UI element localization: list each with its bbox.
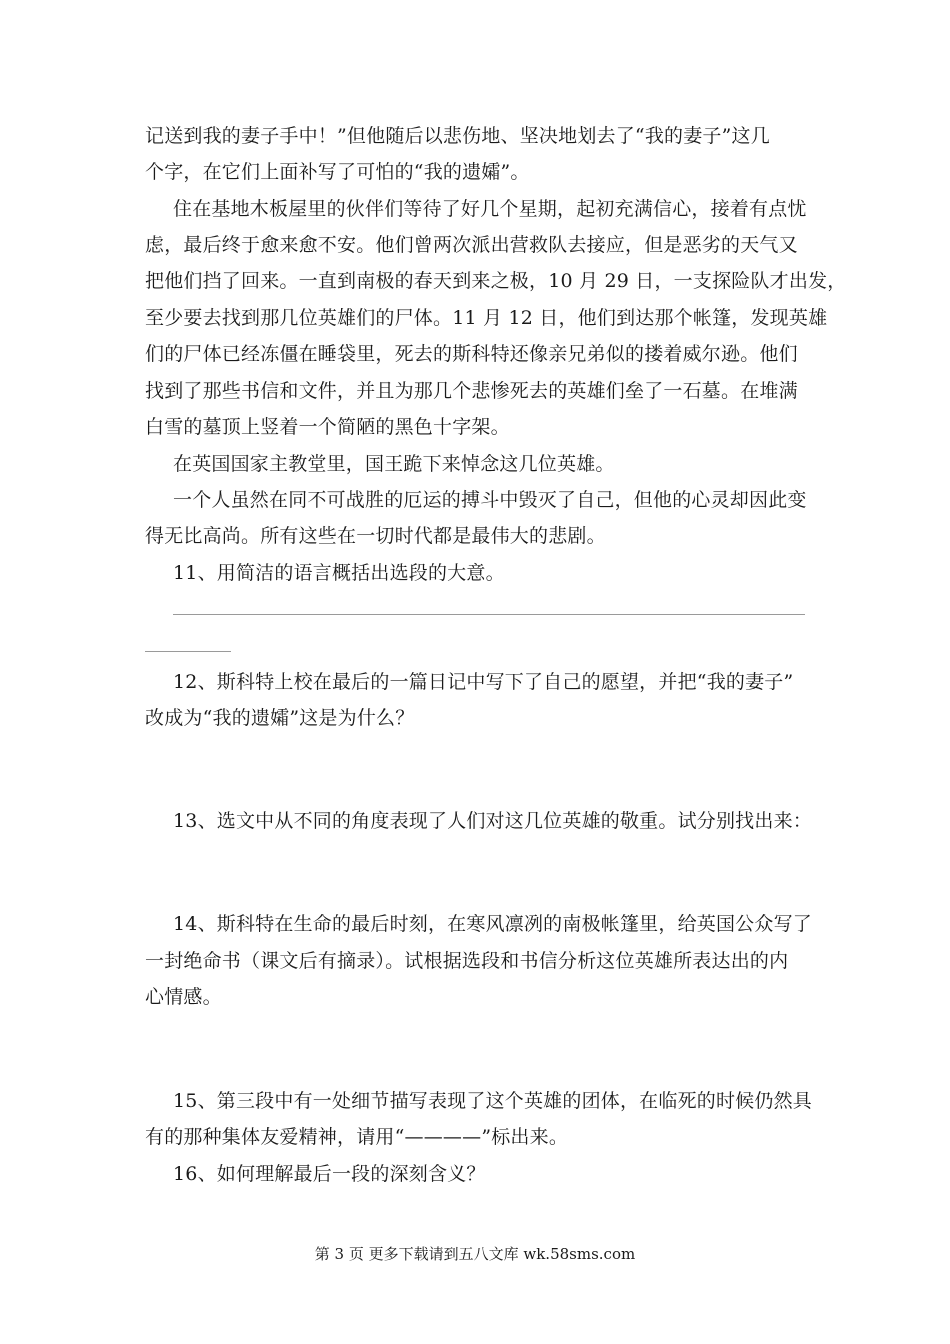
passage-line-5: 把他们挡了回来。一直到南极的春天到来之极，10 月 29 日，一支探险队才出发， bbox=[145, 270, 847, 292]
answer-line bbox=[173, 614, 805, 615]
passage-line-12: 得无比高尚。所有这些在一切时代都是最伟大的悲剧。 bbox=[145, 525, 606, 547]
passage-line-9: 白雪的墓顶上竖着一个简陋的黑色十字架。 bbox=[145, 416, 510, 438]
page-footer: 第 3 页 更多下载请到五八文库 wk.58sms.com bbox=[314, 1245, 636, 1263]
passage-line-4: 虑，最后终于愈来愈不安。他们曾两次派出营救队去接应，但是恶劣的天气又 bbox=[145, 234, 798, 256]
passage-line-2: 个字，在它们上面补写了可怕的“我的遗孀”。 bbox=[145, 161, 530, 183]
question-14-line-2: 一封绝命书（课文后有摘录）。试根据选段和书信分析这位英雄所表达出的内 bbox=[145, 950, 789, 972]
passage-line-10: 在英国国家主教堂里，国王跪下来悼念这几位英雄。 bbox=[173, 453, 615, 475]
passage-line-6: 至少要去找到那几位英雄们的尸体。11 月 12 日，他们到达那个帐篷，发现英雄 bbox=[145, 307, 828, 329]
question-13: 13、选文中从不同的角度表现了人们对这几位英雄的敬重。试分别找出来： bbox=[173, 810, 812, 832]
answer-line-continued bbox=[145, 651, 231, 652]
passage-line-1: 记送到我的妻子手中！”但他随后以悲伤地、坚决地划去了“我的妻子”这几 bbox=[145, 125, 770, 147]
question-15-line-1: 15、第三段中有一处细节描写表现了这个英雄的团体，在临死的时候仍然具 bbox=[173, 1090, 812, 1112]
question-16: 16、如何理解最后一段的深刻含义？ bbox=[173, 1163, 486, 1185]
passage-line-11: 一个人虽然在同不可战胜的厄运的搏斗中毁灭了自己，但他的心灵却因此变 bbox=[173, 489, 807, 511]
question-11: 11、用简洁的语言概括出选段的大意。 bbox=[173, 562, 505, 584]
question-14-line-1: 14、斯科特在生命的最后时刻，在寒风凛冽的南极帐篷里，给英国公众写了 bbox=[173, 913, 812, 935]
passage-line-8: 找到了那些书信和文件，并且为那几个悲惨死去的英雄们垒了一石墓。在堆满 bbox=[145, 380, 798, 402]
passage-line-3: 住在基地木板屋里的伙伴们等待了好几个星期，起初充满信心，接着有点忧 bbox=[173, 198, 807, 220]
question-12-line-1: 12、斯科特上校在最后的一篇日记中写下了自己的愿望，并把“我的妻子” bbox=[173, 671, 794, 693]
question-12-line-2: 改成为“我的遗孀”这是为什么？ bbox=[145, 707, 415, 729]
question-15-line-2: 有的那种集体友爱精神，请用“————”标出来。 bbox=[145, 1126, 569, 1148]
passage-line-7: 们的尸体已经冻僵在睡袋里，死去的斯科特还像亲兄弟似的搂着威尔逊。他们 bbox=[145, 343, 798, 365]
question-14-line-3: 心情感。 bbox=[145, 986, 222, 1008]
